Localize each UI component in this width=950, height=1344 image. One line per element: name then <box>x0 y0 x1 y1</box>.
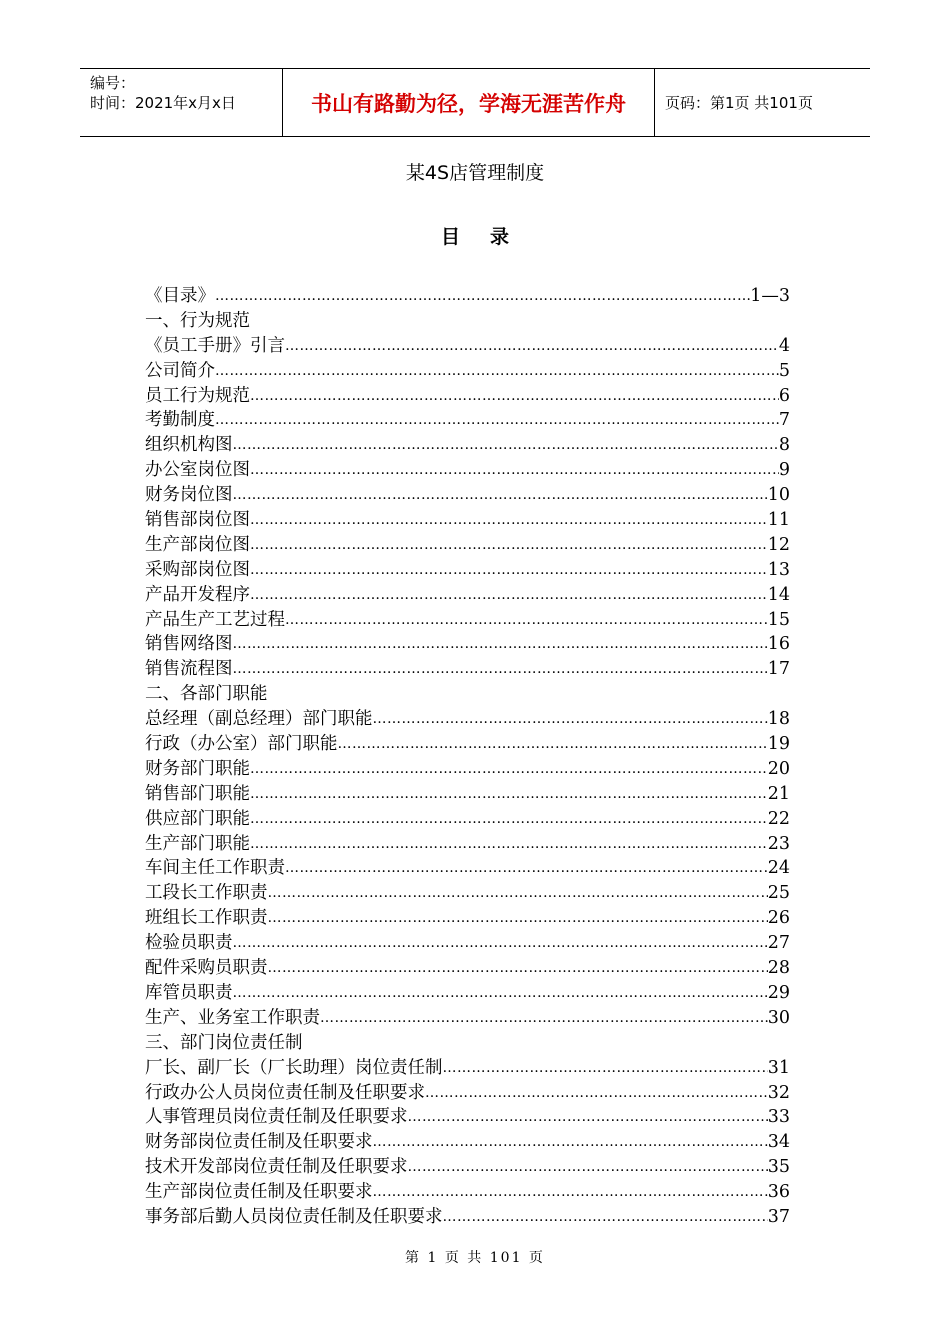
toc-entry-label: 员工行为规范 <box>145 385 250 406</box>
toc-leader-dots <box>233 483 768 508</box>
toc-leader-dots <box>250 807 768 832</box>
toc-entry-page: 7 <box>778 410 790 431</box>
toc-entry-label: 销售部岗位图 <box>145 510 250 531</box>
toc-entry-label: 销售流程图 <box>145 659 233 680</box>
toc-entry-label: 二、各部门职能 <box>145 684 268 705</box>
document-title: 某4S店管理制度 <box>405 162 545 184</box>
toc-entry <box>145 384 790 409</box>
toc-entry-page: 18 <box>767 709 790 730</box>
toc-leader-dots <box>285 608 768 633</box>
toc-entry-label: 技术开发部岗位责任制及任职要求 <box>145 1157 408 1178</box>
toc-entry-label: 厂长、副厂长（厂长助理）岗位责任制 <box>145 1057 443 1078</box>
header-motto: 书山有路勤为径，学海无涯苦作舟 <box>283 69 655 136</box>
toc-entry-label: 生产部门职能 <box>145 833 250 854</box>
toc-entry <box>145 707 790 732</box>
table-of-contents <box>145 284 790 1230</box>
toc-entry <box>145 1031 790 1056</box>
toc-leader-dots <box>215 284 750 309</box>
toc-leader-dots <box>250 757 768 782</box>
toc-leader-dots <box>233 632 768 657</box>
toc-entry <box>145 757 790 782</box>
toc-entry <box>145 956 790 981</box>
page-footer: 第 1 页 共 101 页 <box>405 1250 545 1266</box>
toc-entry-label: 财务部岗位责任制及任职要求 <box>145 1132 373 1153</box>
toc-entry-label: 行政办公人员岗位责任制及任职要求 <box>145 1082 425 1103</box>
toc-entry <box>145 931 790 956</box>
toc-entry-label: 产品生产工艺过程 <box>145 609 285 630</box>
toc-entry-page: 28 <box>767 958 790 979</box>
toc-entry-label: 三、部门岗位责任制 <box>145 1032 303 1053</box>
toc-leader-dots <box>425 1081 768 1106</box>
toc-leader-dots <box>268 956 768 981</box>
toc-entry-page: 8 <box>778 435 790 456</box>
toc-entry-page: 17 <box>767 659 790 680</box>
toc-entry <box>145 807 790 832</box>
toc-entry-page: 5 <box>778 360 790 381</box>
toc-entry-page: 27 <box>767 933 790 954</box>
toc-entry-page: 20 <box>767 758 790 779</box>
toc-entry <box>145 632 790 657</box>
toc-entry-page: 34 <box>767 1132 790 1153</box>
toc-leader-dots <box>215 408 779 433</box>
toc-entry-page: 15 <box>767 609 790 630</box>
toc-entry <box>145 1130 790 1155</box>
toc-entry <box>145 558 790 583</box>
toc-entry <box>145 732 790 757</box>
toc-entry-label: 产品开发程序 <box>145 584 250 605</box>
toc-entry <box>145 508 790 533</box>
toc-entry-label: 人事管理员岗位责任制及任职要求 <box>145 1107 408 1128</box>
toc-entry-label: 销售部门职能 <box>145 783 250 804</box>
toc-entry-label: 一、行为规范 <box>145 310 250 331</box>
toc-entry <box>145 483 790 508</box>
toc-entry-label: 生产部岗位图 <box>145 534 250 555</box>
toc-heading: 目录 <box>440 226 539 248</box>
toc-entry <box>145 284 790 309</box>
toc-entry-page: 29 <box>767 982 790 1003</box>
toc-entry <box>145 881 790 906</box>
toc-entry-label: 办公室岗位图 <box>145 460 250 481</box>
toc-leader-dots <box>250 533 768 558</box>
toc-entry-page: 10 <box>767 485 790 506</box>
toc-entry-label: 生产部岗位责任制及任职要求 <box>145 1182 373 1203</box>
toc-entry-label: 财务岗位图 <box>145 485 233 506</box>
toc-entry <box>145 608 790 633</box>
toc-leader-dots <box>233 981 768 1006</box>
toc-entry <box>145 657 790 682</box>
number-label: 编号： <box>90 74 136 92</box>
toc-entry-page: 21 <box>767 783 790 804</box>
toc-leader-dots <box>408 1105 768 1130</box>
toc-entry <box>145 583 790 608</box>
toc-entry-page: 16 <box>767 634 790 655</box>
toc-entry-label: 库管员职责 <box>145 982 233 1003</box>
toc-entry-page: 31 <box>767 1057 790 1078</box>
toc-entry <box>145 359 790 384</box>
toc-leader-dots <box>250 384 779 409</box>
toc-entry-page: 13 <box>767 559 790 580</box>
toc-entry-label: 检验员职责 <box>145 933 233 954</box>
time-label: 时间：2021年x月x日 <box>90 94 236 112</box>
toc-entry-page: 33 <box>767 1107 790 1128</box>
header-page-label: 页码：第1页 共101页 <box>665 94 813 112</box>
toc-leader-dots <box>233 433 779 458</box>
toc-entry-label: 车间主任工作职责 <box>145 858 285 879</box>
toc-entry-page: 1—3 <box>750 286 790 306</box>
toc-entry <box>145 1105 790 1130</box>
toc-entry <box>145 832 790 857</box>
toc-entry-page: 12 <box>767 534 790 555</box>
toc-entry-page: 26 <box>767 908 790 929</box>
toc-entry <box>145 1180 790 1205</box>
toc-entry <box>145 1155 790 1180</box>
toc-entry-label: 《员工手册》引言 <box>145 335 285 356</box>
toc-entry-label: 财务部门职能 <box>145 758 250 779</box>
toc-leader-dots <box>233 657 768 682</box>
toc-leader-dots <box>250 782 768 807</box>
toc-entry-page: 37 <box>767 1206 790 1227</box>
toc-entry-label: 生产、业务室工作职责 <box>145 1007 320 1028</box>
toc-entry <box>145 856 790 881</box>
toc-leader-dots <box>373 707 768 732</box>
toc-entry <box>145 533 790 558</box>
toc-leader-dots <box>373 1180 768 1205</box>
toc-leader-dots <box>250 508 768 533</box>
toc-entry-page: 9 <box>778 460 790 481</box>
toc-entry-page: 4 <box>778 335 790 356</box>
toc-entry-label: 工段长工作职责 <box>145 883 268 904</box>
toc-leader-dots <box>268 906 768 931</box>
toc-leader-dots <box>250 458 779 483</box>
toc-leader-dots <box>285 334 779 359</box>
toc-entry-page: 25 <box>767 883 790 904</box>
toc-entry <box>145 309 790 334</box>
toc-entry-label: 组织机构图 <box>145 435 233 456</box>
toc-entry <box>145 1081 790 1106</box>
toc-entry-label: 总经理（副总经理）部门职能 <box>145 709 373 730</box>
toc-leader-dots <box>285 856 768 881</box>
toc-leader-dots <box>250 558 768 583</box>
toc-entry-page: 19 <box>767 734 790 755</box>
toc-leader-dots <box>320 1006 768 1031</box>
toc-leader-dots <box>233 931 768 956</box>
toc-entry-label: 供应部门职能 <box>145 808 250 829</box>
toc-entry-page: 14 <box>767 584 790 605</box>
toc-entry-page: 23 <box>767 833 790 854</box>
toc-entry-label: 公司简介 <box>145 360 215 381</box>
toc-entry <box>145 433 790 458</box>
toc-leader-dots <box>338 732 768 757</box>
toc-entry-page: 24 <box>767 858 790 879</box>
toc-entry <box>145 1056 790 1081</box>
toc-entry-label: 班组长工作职责 <box>145 908 268 929</box>
toc-entry <box>145 334 790 359</box>
toc-entry <box>145 408 790 433</box>
toc-entry <box>145 1006 790 1031</box>
toc-entry-label: 事务部后勤人员岗位责任制及任职要求 <box>145 1206 443 1227</box>
toc-leader-dots <box>443 1205 768 1230</box>
page-header <box>80 68 870 137</box>
toc-entry-page: 36 <box>767 1182 790 1203</box>
toc-entry <box>145 682 790 707</box>
toc-entry-label: 配件采购员职责 <box>145 958 268 979</box>
toc-leader-dots <box>268 881 768 906</box>
toc-leader-dots <box>250 583 768 608</box>
toc-entry-page: 32 <box>767 1082 790 1103</box>
toc-leader-dots <box>373 1130 768 1155</box>
toc-entry-label: 采购部岗位图 <box>145 559 250 580</box>
toc-entry <box>145 458 790 483</box>
toc-entry-label: 行政（办公室）部门职能 <box>145 734 338 755</box>
toc-entry-page: 22 <box>767 808 790 829</box>
toc-entry-label: 考勤制度 <box>145 410 215 431</box>
toc-entry-page: 11 <box>767 510 790 531</box>
toc-leader-dots <box>443 1056 768 1081</box>
toc-entry <box>145 1205 790 1230</box>
toc-entry-page: 6 <box>778 385 790 406</box>
toc-leader-dots <box>408 1155 768 1180</box>
toc-entry <box>145 782 790 807</box>
toc-entry-label: 销售网络图 <box>145 634 233 655</box>
toc-leader-dots <box>250 832 768 857</box>
toc-entry <box>145 981 790 1006</box>
toc-entry-label: 《目录》 <box>145 286 215 306</box>
toc-leader-dots <box>215 359 779 384</box>
toc-entry-page: 35 <box>767 1157 790 1178</box>
toc-entry <box>145 906 790 931</box>
header-meta <box>80 69 283 136</box>
toc-entry-page: 30 <box>767 1007 790 1028</box>
